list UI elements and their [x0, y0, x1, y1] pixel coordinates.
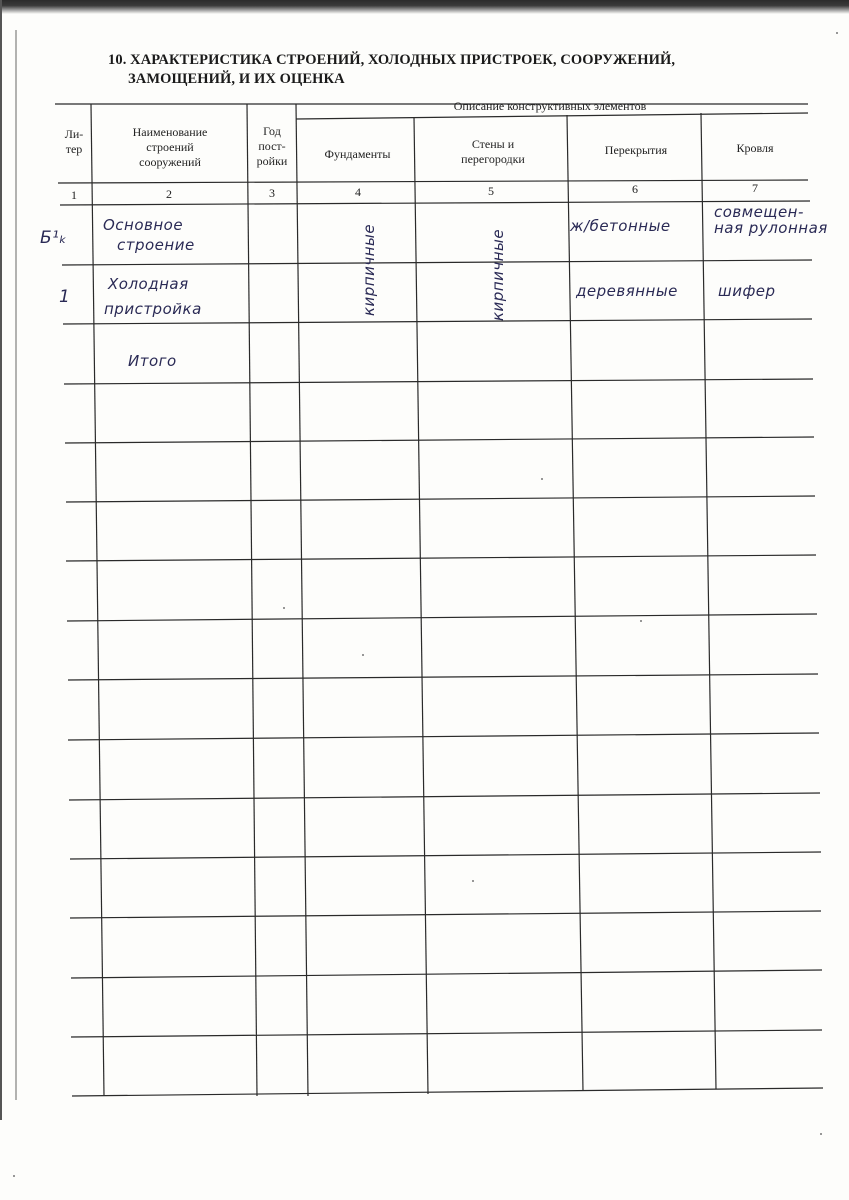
header-col-floors: Перекрытия	[604, 143, 668, 157]
row1-liter: Б¹ₖ	[40, 228, 68, 248]
scan-speck	[836, 32, 838, 34]
page-title-line1: 10. ХАРАКТЕРИСТИКА СТРОЕНИЙ, ХОЛОДНЫХ ПРИСТРОЕК, СООРУЖЕНИЙ,	[108, 52, 676, 68]
header-col-year: Год пост- ройки	[256, 124, 288, 168]
hline-row11	[70, 852, 821, 859]
hline-row15	[72, 1088, 823, 1096]
hline-row2	[63, 319, 812, 324]
hline-row6	[66, 555, 816, 561]
hline-row4	[65, 437, 814, 443]
row2-roof: шифер	[718, 282, 776, 300]
hline-row12	[70, 911, 821, 918]
row1-name-line1: Основное	[103, 216, 184, 234]
row3-name: Итого	[128, 352, 177, 370]
row2-name-line1: Холодная	[108, 275, 189, 293]
scan-speck	[640, 620, 642, 622]
merged-walls: кирпичные	[489, 228, 507, 321]
scan-speck	[362, 654, 364, 656]
scan-speck	[472, 880, 474, 882]
col-number-3: 3	[269, 186, 275, 200]
vline-2	[247, 104, 257, 1096]
hline-row7	[67, 614, 817, 621]
header-col-foundations: Фундаменты	[324, 147, 391, 161]
hline-numbers-bottom	[60, 201, 810, 205]
row1-name-line2: строение	[117, 236, 195, 254]
hline-row14	[71, 1030, 822, 1037]
hline-row3	[64, 379, 813, 384]
vline-6	[701, 113, 716, 1089]
hline-row1	[62, 260, 812, 265]
header-col-liter: Ли- тер	[64, 127, 84, 156]
hline-header-bottom	[58, 180, 808, 183]
vline-1	[91, 104, 104, 1096]
header-group-label: Описание конструктивных элементов	[453, 99, 647, 113]
scan-speck	[13, 1175, 15, 1177]
header-col-roof: Кровля	[736, 141, 774, 155]
row2-name-line2: пристройка	[104, 300, 202, 318]
row1-roof-line1: совмещен-	[714, 203, 804, 221]
col-number-6: 6	[632, 182, 638, 196]
col-number-5: 5	[488, 184, 494, 198]
vline-4	[414, 117, 428, 1094]
scan-speck	[283, 607, 285, 609]
header-col-walls: Стены и перегородки	[461, 137, 525, 166]
row2-liter: 1	[59, 287, 71, 307]
col-number-4: 4	[355, 185, 361, 199]
hline-row13	[71, 970, 822, 978]
row1-roof-line2: ная рулонная	[714, 219, 828, 237]
page-title-line2: ЗАМОЩЕНИЙ, И ИХ ОЦЕНКА	[128, 71, 345, 87]
col-number-1: 1	[71, 188, 77, 202]
hline-row10	[69, 793, 820, 800]
vline-3	[296, 104, 308, 1096]
row2-floors: деревянные	[576, 282, 678, 300]
hline-row8	[68, 674, 818, 680]
hline-row5	[66, 496, 815, 502]
hline-row9	[68, 733, 819, 740]
merged-foundations: кирпичные	[360, 223, 378, 316]
header-col-name: Наименование строений сооружений	[132, 125, 208, 169]
col-number-7: 7	[752, 181, 758, 195]
col-number-2: 2	[166, 187, 172, 201]
scan-speck	[541, 478, 543, 480]
scan-speck	[820, 1133, 822, 1135]
row1-floors: ж/бетонные	[570, 217, 671, 235]
